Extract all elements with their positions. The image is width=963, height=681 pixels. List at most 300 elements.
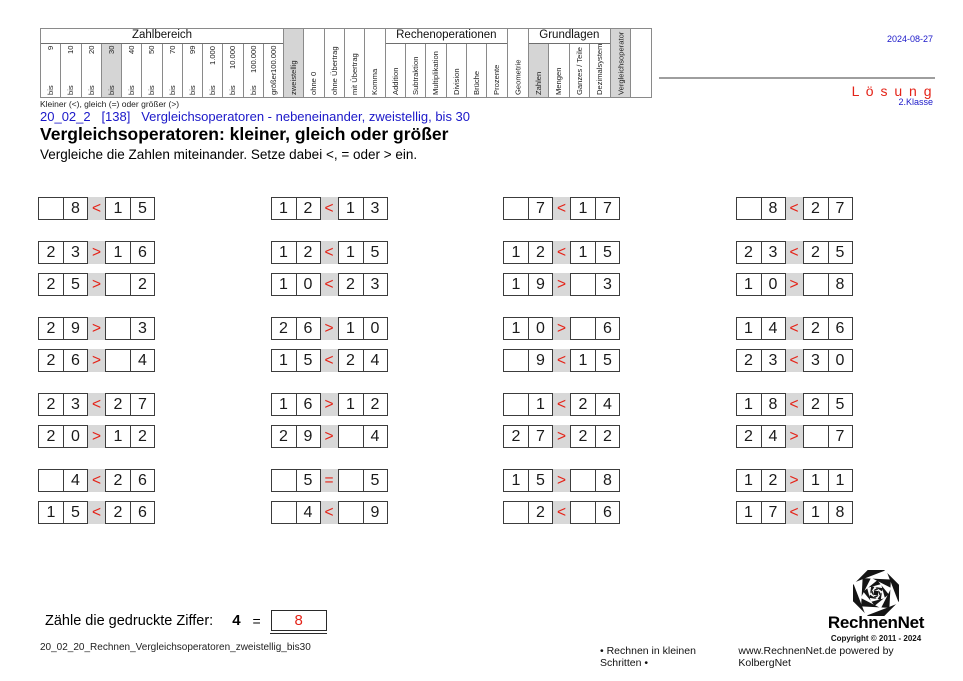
digit-cell	[39, 470, 63, 491]
operator-cell: <	[786, 349, 803, 372]
operator-cell: >	[321, 425, 338, 448]
exercise-row	[503, 197, 625, 220]
digit-cell: 1	[511, 319, 521, 337]
digit-cell: 7	[528, 426, 552, 447]
right-number-box	[105, 197, 155, 220]
counting-answer-box: 8	[271, 610, 327, 631]
matrix-group	[386, 29, 508, 97]
right-number-box	[570, 425, 620, 448]
left-number-box	[503, 273, 553, 296]
digit-cell	[272, 470, 296, 491]
digit-cell: 5	[363, 242, 387, 263]
right-number-box	[338, 273, 388, 296]
left-number-box	[271, 393, 321, 416]
digit-cell: 1	[511, 243, 521, 261]
right-number-box	[803, 241, 853, 264]
exercise-grid	[38, 197, 858, 524]
operator-cell: >	[786, 425, 803, 448]
digit-cell: 0	[761, 274, 785, 295]
matrix-column-label: bis 9	[46, 46, 56, 95]
counting-task-digit: 4	[232, 612, 241, 629]
digit-cell: 2	[744, 427, 753, 445]
matrix-column-label: ohne 0	[309, 71, 319, 95]
digit-cell: 7	[828, 198, 852, 219]
digit-cell: 0	[363, 318, 387, 339]
digit-cell: 1	[279, 275, 288, 293]
digit-cell: 2	[511, 427, 521, 445]
digit-cell: 4	[761, 318, 785, 339]
matrix-column	[183, 44, 203, 97]
matrix-column	[487, 44, 506, 97]
digit-cell: 3	[63, 242, 87, 263]
left-number-box	[38, 197, 88, 220]
matrix-column	[570, 44, 590, 97]
digit-cell	[804, 274, 828, 295]
digit-cell	[339, 470, 363, 491]
digit-cell: 5	[828, 242, 852, 263]
digit-cell: 8	[595, 470, 619, 491]
operator-cell: >	[786, 469, 803, 492]
left-number-box	[271, 501, 321, 524]
digit-cell: 2	[46, 243, 56, 261]
matrix-column	[203, 44, 223, 97]
exercise-row	[271, 197, 393, 220]
operator-cell: >	[88, 349, 105, 372]
digit-cell: 9	[528, 274, 552, 295]
digit-cell: 1	[744, 471, 753, 489]
digit-cell: 4	[363, 426, 387, 447]
digit-cell: 1	[346, 243, 355, 261]
footer-slogan: • Rechnen in kleinen Schritten •	[600, 645, 696, 669]
matrix-column-label: Geometrie	[513, 59, 523, 95]
matrix-column-label: Mengen	[554, 67, 564, 95]
digit-cell: 7	[761, 502, 785, 523]
digit-cell: 3	[130, 318, 154, 339]
exercise-row	[271, 501, 393, 524]
left-number-box	[38, 241, 88, 264]
exercise-row	[503, 393, 625, 416]
right-number-box	[570, 469, 620, 492]
right-number-box	[803, 469, 853, 492]
matrix-column-label: Komma	[370, 68, 380, 95]
digit-cell	[504, 198, 528, 219]
operator-cell: <	[786, 317, 803, 340]
digit-cell: 2	[363, 394, 387, 415]
matrix-column-label: bis 10.000	[228, 46, 238, 95]
grade-label: 2.Klasse	[898, 97, 933, 107]
matrix-column-label: Addition	[390, 67, 400, 95]
matrix-column-label: größer 100.000	[268, 45, 278, 95]
digit-cell: 2	[811, 319, 820, 337]
matrix-column-label: mit Übertrag	[350, 53, 360, 95]
digit-cell: 2	[46, 351, 56, 369]
right-number-box	[570, 501, 620, 524]
left-number-box	[503, 393, 553, 416]
matrix-column-label: Zahlen	[534, 71, 544, 95]
right-number-box	[803, 393, 853, 416]
exercise-row	[271, 469, 393, 492]
exercise-row	[271, 241, 393, 264]
digit-cell: 1	[346, 395, 355, 413]
left-number-box	[736, 349, 786, 372]
exercise-row	[736, 197, 858, 220]
exercise-row	[38, 469, 160, 492]
exercise-row	[271, 349, 393, 372]
operator-cell: <	[88, 197, 105, 220]
operator-cell: <	[321, 501, 338, 524]
exercise-column	[736, 197, 858, 524]
operator-cell: <	[88, 469, 105, 492]
digit-cell: 1	[578, 243, 588, 261]
matrix-column	[447, 44, 467, 97]
digit-cell: 2	[279, 427, 288, 445]
operator-cell: >	[553, 469, 570, 492]
operator-cell: <	[786, 241, 803, 264]
matrix-columns	[508, 29, 528, 97]
digit-cell: 1	[346, 199, 355, 217]
matrix-columns	[284, 29, 385, 97]
digit-cell: 2	[296, 198, 320, 219]
exercise-row	[503, 469, 625, 492]
matrix-column	[631, 29, 651, 97]
matrix-group	[529, 29, 611, 97]
operator-cell: <	[321, 241, 338, 264]
operator-cell: <	[553, 501, 570, 524]
exercise-row	[38, 273, 160, 296]
matrix-columns	[41, 44, 283, 97]
exercise-row	[736, 501, 858, 524]
exercise-row	[38, 425, 160, 448]
right-number-box	[803, 317, 853, 340]
right-number-box	[803, 273, 853, 296]
footer-line	[600, 645, 937, 669]
left-number-box	[736, 425, 786, 448]
matrix-column-label: bis 100.000	[248, 46, 258, 95]
digit-cell: 4	[296, 502, 320, 523]
right-number-box	[338, 197, 388, 220]
left-number-box	[271, 241, 321, 264]
digit-cell: 2	[811, 243, 820, 261]
left-number-box	[38, 393, 88, 416]
exercise-row	[38, 241, 160, 264]
operator-cell: >	[88, 241, 105, 264]
digit-cell	[571, 274, 595, 295]
right-number-box	[105, 273, 155, 296]
exercise-column	[271, 197, 393, 524]
exercise-row	[271, 317, 393, 340]
exercise-row	[503, 425, 625, 448]
digit-cell: 2	[346, 275, 355, 293]
digit-cell: 9	[296, 426, 320, 447]
digit-cell: 2	[113, 503, 123, 521]
digit-cell	[504, 394, 528, 415]
digit-cell	[504, 502, 528, 523]
exercise-row	[503, 317, 625, 340]
spiral-diamond-logo-icon	[853, 570, 899, 616]
matrix-column	[163, 44, 183, 97]
digit-cell: 2	[296, 242, 320, 263]
exercise-row	[38, 349, 160, 372]
matrix-column	[406, 44, 426, 97]
digit-cell: 7	[130, 394, 154, 415]
digit-cell: 2	[528, 502, 552, 523]
right-number-box	[803, 349, 853, 372]
matrix-column	[244, 44, 264, 97]
right-number-box	[803, 197, 853, 220]
digit-cell	[272, 502, 296, 523]
digit-cell: 1	[811, 471, 820, 489]
digit-cell: 2	[130, 426, 154, 447]
matrix-column-label: Subtraktion	[411, 56, 421, 95]
exercise-column	[38, 197, 160, 524]
operator-cell: <	[786, 197, 803, 220]
operator-cell: >	[88, 317, 105, 340]
matrix-column-label: bis 10	[66, 46, 76, 95]
digit-cell: 3	[761, 350, 785, 371]
left-number-box	[38, 469, 88, 492]
left-number-box	[736, 317, 786, 340]
operator-cell: <	[786, 393, 803, 416]
operator-cell: <	[321, 273, 338, 296]
left-number-box	[736, 469, 786, 492]
digit-cell: 6	[63, 350, 87, 371]
digit-cell: 5	[595, 350, 619, 371]
digit-cell: 1	[528, 394, 552, 415]
digit-cell: 3	[63, 394, 87, 415]
equals-sign: =	[252, 612, 261, 629]
matrix-column	[304, 29, 324, 97]
digit-cell: 2	[528, 242, 552, 263]
digit-cell: 2	[811, 395, 820, 413]
operator-cell: <	[786, 501, 803, 524]
matrix-column-label: zweistellig	[289, 60, 299, 95]
operator-cell: <	[553, 241, 570, 264]
matrix-column	[508, 29, 528, 97]
left-number-box	[503, 317, 553, 340]
matrix-column	[223, 44, 243, 97]
topic-matrix-table	[40, 28, 652, 98]
digit-cell: 7	[528, 198, 552, 219]
matrix-column	[82, 44, 102, 97]
digit-cell: 5	[828, 394, 852, 415]
digit-cell: 1	[279, 395, 288, 413]
digit-cell: 1	[113, 199, 123, 217]
digit-cell: 1	[744, 503, 753, 521]
right-number-box	[338, 349, 388, 372]
left-number-box	[271, 349, 321, 372]
logo-wordmark: RechnenNet	[827, 613, 925, 632]
right-number-box	[105, 393, 155, 416]
left-number-box	[38, 349, 88, 372]
right-number-box	[338, 425, 388, 448]
digit-cell	[504, 350, 528, 371]
matrix-column	[122, 44, 142, 97]
digit-cell: 3	[595, 274, 619, 295]
left-number-box	[503, 501, 553, 524]
digit-cell	[737, 198, 761, 219]
digit-cell: 2	[761, 470, 785, 491]
matrix-column	[284, 29, 304, 97]
left-number-box	[503, 241, 553, 264]
exercise-row	[503, 501, 625, 524]
digit-cell: 1	[346, 319, 355, 337]
left-number-box	[503, 197, 553, 220]
matrix-column	[426, 44, 446, 97]
left-number-box	[38, 501, 88, 524]
digit-cell: 9	[363, 502, 387, 523]
digit-cell: 0	[63, 426, 87, 447]
digit-cell	[106, 274, 130, 295]
left-number-box	[271, 317, 321, 340]
exercise-row	[38, 501, 160, 524]
digit-cell: 1	[811, 503, 820, 521]
matrix-group-header: Rechenoperationen	[386, 29, 507, 44]
digit-cell: 4	[130, 350, 154, 371]
matrix-column-label: Brüche	[472, 70, 482, 95]
digit-cell: 1	[578, 199, 588, 217]
digit-cell: 2	[46, 319, 56, 337]
matrix-column-label: bis 20	[86, 46, 96, 95]
matrix-column-label: bis 1.000	[208, 46, 218, 95]
left-number-box	[38, 273, 88, 296]
footer-website: www.RechnenNet.de powered by KolbergNet	[738, 645, 894, 669]
exercise-row	[503, 349, 625, 372]
operator-cell: <	[553, 197, 570, 220]
right-number-box	[105, 349, 155, 372]
left-number-box	[271, 273, 321, 296]
digit-cell	[804, 426, 828, 447]
digit-cell	[571, 502, 595, 523]
left-number-box	[38, 425, 88, 448]
exercise-row	[38, 317, 160, 340]
exercise-row	[736, 349, 858, 372]
digit-cell	[339, 426, 363, 447]
matrix-column-label: Dezimalsystem	[595, 44, 605, 95]
digit-cell: 1	[744, 395, 753, 413]
right-number-box	[570, 393, 620, 416]
digit-cell: 8	[761, 198, 785, 219]
digit-cell: 2	[578, 395, 588, 413]
digit-cell: 2	[46, 275, 56, 293]
digit-cell: 1	[744, 319, 753, 337]
digit-cell: 8	[828, 274, 852, 295]
digit-cell: 1	[113, 427, 123, 445]
matrix-column	[102, 44, 122, 97]
digit-cell: 1	[511, 471, 521, 489]
matrix-group-header: Zahlbereich	[41, 29, 283, 44]
worksheet-filename: 20_02_20_Rechnen_Vergleichsoperatoren_zweistellig_bis30	[40, 642, 311, 653]
left-number-box	[503, 349, 553, 372]
digit-cell: 6	[130, 470, 154, 491]
digit-cell: 6	[130, 242, 154, 263]
instruction-text: Vergleiche die Zahlen miteinander. Setze dabei <, = oder > ein.	[40, 147, 418, 162]
right-number-box	[105, 317, 155, 340]
operator-cell: <	[88, 393, 105, 416]
digit-cell: 1	[113, 243, 123, 261]
exercise-row	[736, 393, 858, 416]
digit-cell: 1	[46, 503, 56, 521]
digit-cell: 6	[828, 318, 852, 339]
matrix-columns	[611, 29, 651, 97]
matrix-column	[611, 29, 632, 97]
right-number-box	[338, 469, 388, 492]
exercise-row	[271, 393, 393, 416]
operator-cell: <	[88, 501, 105, 524]
worksheet-date: 2024-08-27	[886, 34, 933, 44]
exercise-row	[736, 469, 858, 492]
matrix-column	[264, 44, 283, 97]
matrix-column-label: bis 30	[106, 46, 116, 95]
digit-cell: 8	[761, 394, 785, 415]
digit-cell: 1	[578, 351, 588, 369]
right-number-box	[803, 425, 853, 448]
matrix-column-label: Ganzes / Teile	[575, 47, 585, 95]
digit-cell: 2	[279, 319, 288, 337]
digit-cell: 1	[828, 470, 852, 491]
left-number-box	[503, 469, 553, 492]
digit-cell: 0	[828, 350, 852, 371]
digit-cell: 2	[744, 351, 753, 369]
right-number-box	[338, 501, 388, 524]
digit-cell: 5	[296, 350, 320, 371]
left-number-box	[736, 197, 786, 220]
operator-cell: >	[786, 273, 803, 296]
operator-cell: >	[553, 425, 570, 448]
matrix-column-label: bis 70	[167, 46, 177, 95]
counting-task	[45, 609, 327, 632]
rechnennet-logo	[809, 570, 943, 643]
left-number-box	[503, 425, 553, 448]
exercise-row	[736, 273, 858, 296]
digit-cell	[106, 350, 130, 371]
left-number-box	[38, 317, 88, 340]
matrix-column-label: Multiplikation	[431, 51, 441, 95]
digit-cell: 2	[578, 427, 588, 445]
exercise-row	[38, 197, 160, 220]
digit-cell: 9	[528, 350, 552, 371]
matrix-column-label: Prozente	[492, 64, 502, 95]
matrix-column-label: ohne Übertrag	[329, 46, 339, 95]
digit-cell: 1	[279, 351, 288, 369]
operator-cell: <	[553, 349, 570, 372]
exercise-row	[736, 317, 858, 340]
matrix-columns	[529, 44, 610, 97]
topic-note: Kleiner (<), gleich (=) oder größer (>)	[40, 99, 180, 109]
matrix-column-label: bis 50	[147, 46, 157, 95]
digit-cell: 5	[363, 470, 387, 491]
matrix-column	[549, 44, 569, 97]
right-number-box	[570, 349, 620, 372]
right-number-box	[105, 241, 155, 264]
matrix-columns	[386, 44, 507, 97]
digit-cell: 8	[828, 502, 852, 523]
left-number-box	[736, 241, 786, 264]
right-number-box	[105, 501, 155, 524]
exercise-row	[503, 273, 625, 296]
matrix-column	[325, 29, 345, 97]
digit-cell: 6	[595, 502, 619, 523]
digit-cell: 2	[46, 427, 56, 445]
digit-cell: 6	[296, 394, 320, 415]
digit-cell: 3	[363, 274, 387, 295]
operator-cell: <	[553, 393, 570, 416]
exercise-row	[736, 425, 858, 448]
digit-cell: 3	[363, 198, 387, 219]
digit-cell: 9	[63, 318, 87, 339]
digit-cell: 6	[595, 318, 619, 339]
digit-cell: 6	[130, 502, 154, 523]
exercise-column	[503, 197, 625, 524]
